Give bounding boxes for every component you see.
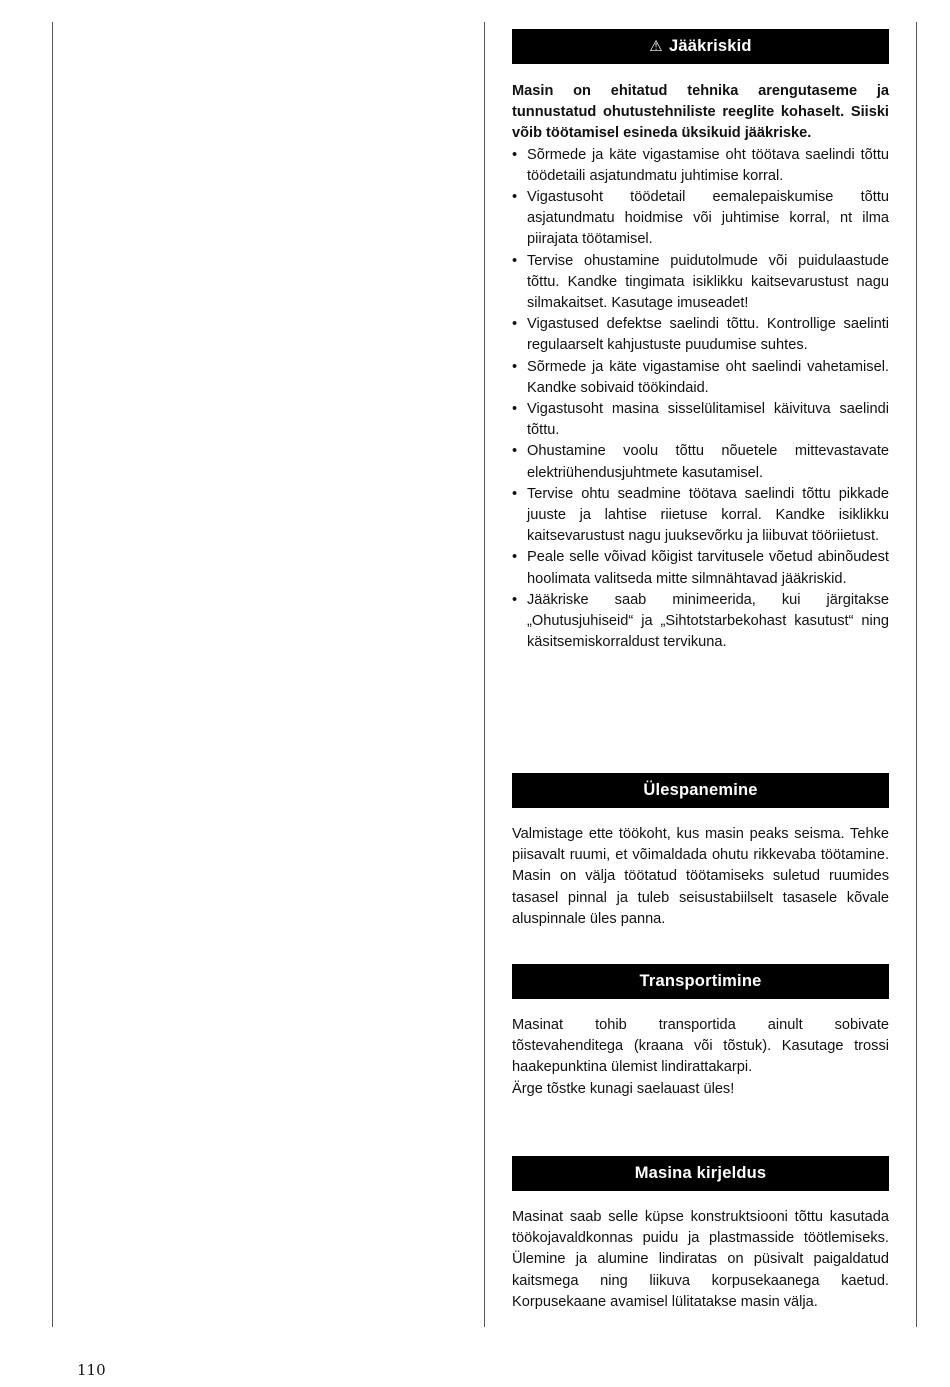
bullet-icon: • (512, 252, 518, 269)
list-item (512, 484, 889, 548)
right-margin-rule (916, 22, 917, 1327)
list-item-text: Vigastused defektse saelindi tõttu. Kontrollige saelinti regulaarselt kahjustuste puudumise suhtes. (527, 316, 889, 354)
left-margin-rule (52, 22, 53, 1327)
list-item-text: Peale selle võivad kõigist tarvitusele võetud abinõudest hoolimata valitseda mitte silmnähtavad jääkriskid. (527, 549, 889, 587)
setup-paragraph: Valmistage ette töökoht, kus masin peaks seisma. Tehke piisavalt ruumi, et võimaldada ohutu rikkevaba töötamine. Masin on välja töötatud töötamiseks suletud ruumides tasasel pinnal ja tuleb seisustabiilselt tasasele kõvale aluspinnale üles panna. (512, 826, 889, 927)
list-item (512, 357, 889, 399)
list-item-text: Sõrmede ja käte vigastamise oht saelindi vahetamisel. Kandke sobivaid töökindaid. (527, 358, 889, 396)
section-title: Jääkriskid (668, 37, 752, 55)
section-machine-description (512, 1156, 889, 1313)
list-item (512, 441, 889, 483)
list-item (512, 314, 889, 356)
list-item-text: Vigastusoht töödetail eemalepaiskumise tõttu asjatundmatu hoidmise või juhtimise korral, nt ilma piirajata töötamisel. (527, 189, 889, 248)
list-item-text: Ohustamine voolu tõttu nõuetele mittevastavate elektriühendusjuhtmete kasutamisel. (527, 443, 889, 481)
column-divider-rule (484, 22, 485, 1327)
list-item (512, 547, 889, 589)
list-item (512, 187, 889, 251)
list-item-text: Sõrmede ja käte vigastamise oht töötava saelindi tõttu töödetaili asjatundmatu juhtimise korral. (527, 146, 889, 184)
transport-warning-note: Ärge tõstke kunagi saelauast üles! (512, 1080, 735, 1097)
section-transport (512, 964, 889, 1100)
list-item-text: Vigastusoht masina sisselülitamisel käivituva saelindi tõttu. (527, 401, 889, 439)
list-item (512, 399, 889, 441)
section-heading-setup: Ülespanemine (512, 773, 889, 808)
bullet-icon: • (512, 189, 518, 206)
bullet-icon: • (512, 401, 518, 418)
section-residual-risks (512, 29, 889, 653)
list-item-text: Tervise ohtu seadmine töötava saelindi tõttu pikkade juuste ja lahtise riietuse korral. Kandke isiklikku kaitsevarustust nagu juuksevõrku ja liibuvat tööriietust. (527, 485, 889, 545)
section-setup (512, 773, 889, 930)
transport-paragraph: Masinat tohib transportida ainult sobivate tõstevahenditega (kraana või tõstuk). Kasutage trossi haakepunktina ülemist lindirattakarpi. (512, 1017, 889, 1076)
section-heading-residual-risks (512, 29, 889, 64)
warning-triangle-icon: ⚠ (649, 38, 663, 55)
bullet-icon: • (512, 358, 518, 375)
bullet-icon: • (512, 549, 518, 566)
bullet-icon: • (512, 316, 518, 333)
list-item (512, 145, 889, 187)
bullet-icon: • (512, 443, 518, 460)
list-item-text: Jääkriske saab minimeerida, kui järgitakse „Ohutusjuhiseid“ ja „Sihtotstarbekohast kasutust“ ning käsitsemiskorraldust tervikuna. (527, 591, 889, 651)
bullet-icon: • (512, 591, 518, 608)
intro-paragraph: Masin on ehitatud tehnika arengutaseme ja tunnustatud ohutustehniliste reeglite kohaselt. Siiski võib töötamisel esineda üksikuid jääkriske. (512, 83, 889, 142)
description-paragraph: Masinat saab selle küpse konstruktsiooni tõttu kasutada töökojavaldkonnas puidu ja plastmasside töötlemiseks. Ülemine ja alumine lindiratas on püsivalt paigaldatud kaitsmega ning liikuva korpusekaanega kaetud. Korpusekaane avamisel lülitatakse masin välja. (512, 1209, 889, 1310)
risk-list (512, 145, 889, 654)
bullet-icon: • (512, 146, 518, 163)
page-number: 110 (77, 1361, 106, 1379)
bullet-icon: • (512, 485, 518, 502)
section-heading-description: Masina kirjeldus (512, 1156, 889, 1191)
list-item (512, 251, 889, 315)
list-item-text: Tervise ohustamine puidutolmude või puidulaastude tõttu. Kandke tingimata isiklikku kaitsevarustust nagu silmakaitset. Kasutage imuseadet! (527, 252, 889, 312)
list-item (512, 590, 889, 654)
section-heading-transport: Transportimine (512, 964, 889, 999)
